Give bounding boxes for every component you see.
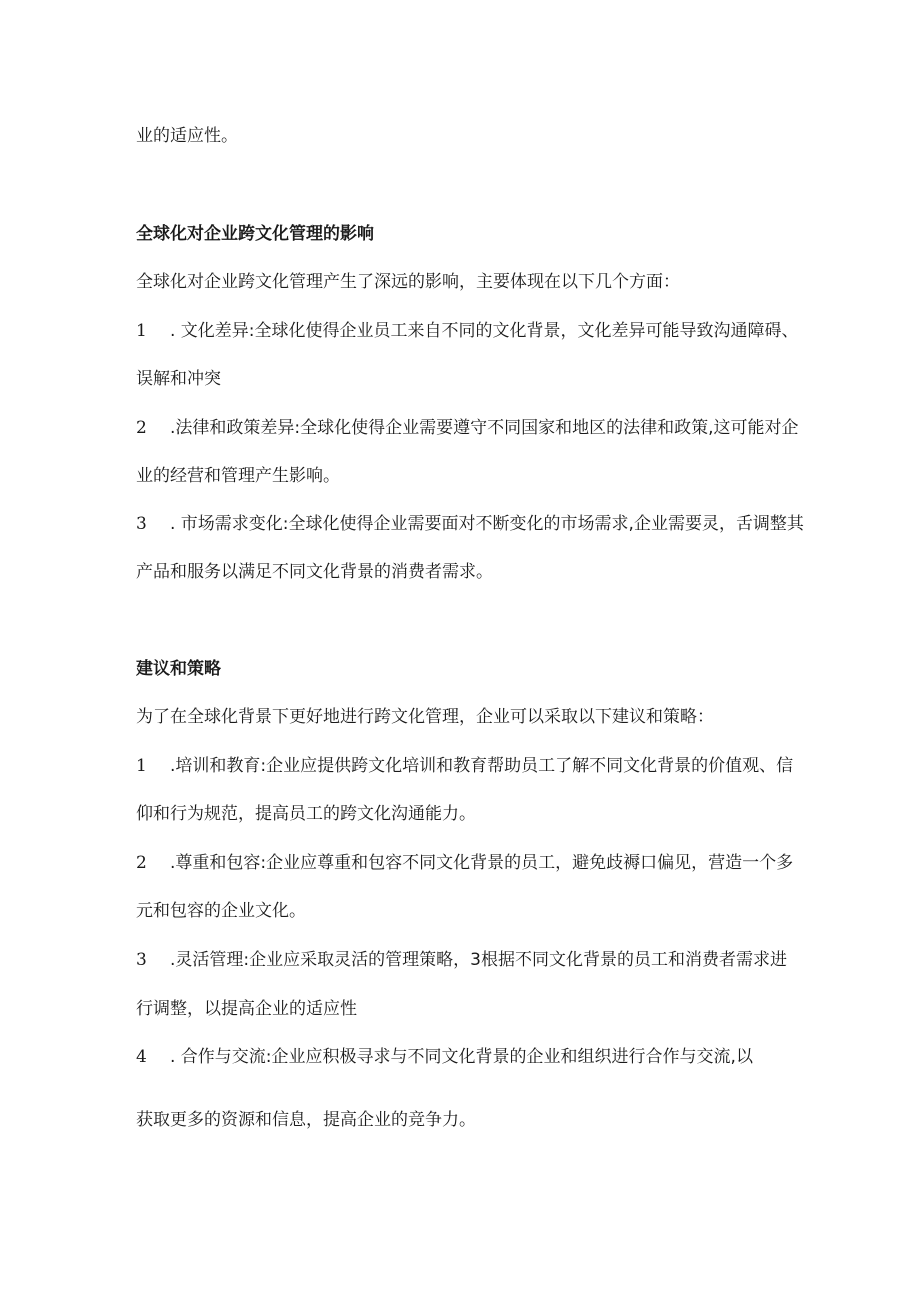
item-number: 4	[136, 1047, 147, 1067]
section1-item-3	[136, 512, 820, 536]
section2-item-2	[136, 851, 820, 875]
item-text: . 市场需求变化:全球化使得企业需要面对不断变化的市场需求,企业需要灵，舌调整其	[170, 514, 804, 534]
section2-item-2-cont: 元和包容的企业文化。	[136, 901, 306, 921]
section1-heading: 全球化对企业跨文化管理的影响	[136, 224, 374, 244]
item-number: 1	[136, 321, 147, 341]
section1-item-2-cont: 业的经营和管理产生影响。	[136, 466, 340, 486]
section2-item-4-cont: 获取更多的资源和信息，提高企业的竞争力。	[136, 1110, 476, 1130]
item-text: . 合作与交流:企业应积极寻求与不同文化背景的企业和组织进行合作与交流,以	[170, 1047, 753, 1067]
section2-item-1	[136, 754, 820, 778]
item-text: .法律和政策差异:全球化使得企业需要遵守不同国家和地区的法律和政策,这可能对企	[170, 418, 799, 438]
section1-item-2	[136, 416, 820, 440]
section1-item-3-cont: 产品和服务以满足不同文化背景的消费者需求。	[136, 562, 493, 582]
section2-item-1-cont: 仰和行为规范，提高员工的跨文化沟通能力。	[136, 804, 476, 824]
item-text: . 文化差异:全球化使得企业员工来自不同的文化背景，文化差异可能导致沟通障碍、	[170, 321, 799, 341]
section2-item-3	[136, 948, 820, 972]
intro-tail-text: 业的适应性。	[136, 126, 238, 146]
section2-item-3-cont: 行调整，以提高企业的适应性	[136, 999, 357, 1019]
section1-item-1	[136, 319, 820, 343]
section1-lead: 全球化对企业跨文化管理产生了深远的影响，主要体现在以下几个方面：	[136, 272, 680, 292]
section2-heading: 建议和策略	[136, 659, 221, 679]
section2-lead: 为了在全球化背景下更好地进行跨文化管理，企业可以采取以下建议和策略：	[136, 707, 714, 727]
item-number: 3	[136, 514, 147, 534]
section1-item-1-cont: 误解和冲突	[136, 369, 221, 389]
section2-item-4	[136, 1045, 820, 1069]
item-number: 2	[136, 418, 147, 438]
item-number: 3	[136, 950, 147, 970]
item-number: 2	[136, 853, 147, 873]
item-text: .尊重和包容:企业应尊重和包容不同文化背景的员工，避免歧褥口偏见，营造一个多	[170, 853, 794, 873]
item-text: .灵活管理:企业应采取灵活的管理策略，3根据不同文化背景的员工和消费者需求进	[170, 950, 787, 970]
item-number: 1	[136, 756, 147, 776]
item-text: .培训和教育:企业应提供跨文化培训和教育帮助员工了解不同文化背景的价值观、信	[170, 756, 794, 776]
